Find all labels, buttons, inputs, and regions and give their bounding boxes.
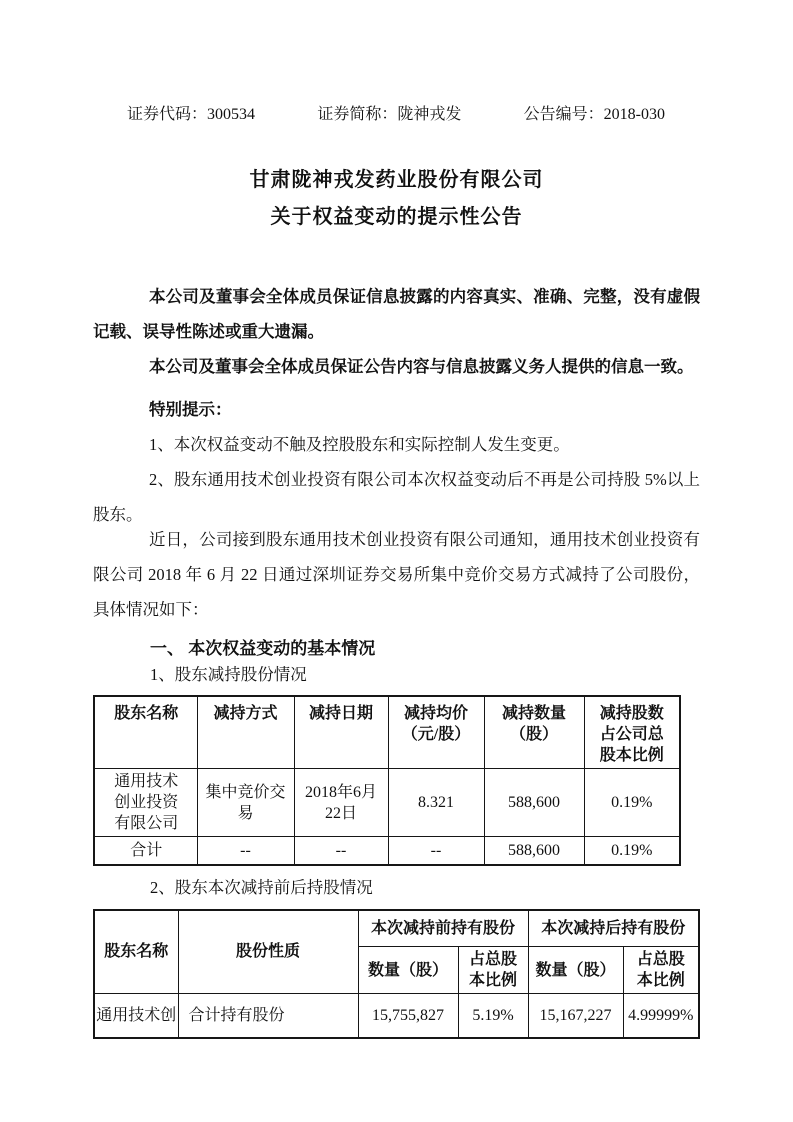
announcement-number: 公告编号：2018-030	[523, 106, 665, 123]
t2-header-before-group: 本次减持前持有股份	[358, 910, 528, 947]
t1-cell-method: 集中竞价交易	[197, 769, 294, 837]
t2-cell-qty-after: 15,167,227	[528, 994, 623, 1038]
t2-cell-nature: 合计持有股份	[178, 994, 358, 1038]
t2-cell-qty-before: 15,755,827	[358, 994, 458, 1038]
t2-subheader-pct-before: 占总股本比例	[458, 947, 528, 994]
t1-cell-ratio: 0.19%	[584, 769, 680, 837]
t2-subheader-qty-before: 数量（股）	[358, 947, 458, 994]
t1-cell-date: 2018年6月22日	[294, 769, 388, 837]
company-title: 甘肃陇神戎发药业股份有限公司	[249, 169, 544, 191]
meta-row	[93, 105, 700, 125]
t1-cell-shareholder: 通用技术创业投资有限公司	[94, 769, 197, 837]
declaration-consistency: 本公司及董事会全体成员保证公告内容与信息披露义务人提供的信息一致。	[149, 357, 694, 376]
t2-cell-pct-before: 5.19%	[458, 994, 528, 1038]
t2-header-nature: 股份性质	[178, 910, 358, 994]
t1-total-method: --	[197, 837, 294, 865]
page-content	[0, 105, 793, 1039]
t1-cell-quantity: 588,600	[484, 769, 584, 837]
reduction-table-total-row	[94, 837, 680, 865]
declaration-truthfulness: 本公司及董事会全体成员保证信息披露的内容真实、准确、完整，没有虚假记载、误导性陈述或重大遗漏。	[93, 287, 700, 341]
t1-total-avg-price: --	[388, 837, 484, 865]
t1-header-ratio: 减持股数占公司总股本比例	[584, 696, 680, 769]
special-note-block	[93, 392, 700, 532]
t2-cell-shareholder: 通用技术创	[94, 994, 178, 1038]
t1-header-shareholder: 股东名称	[94, 696, 197, 769]
holdings-table-group-header-row	[94, 910, 699, 947]
section-1-sub-2: 2、股东本次减持前后持股情况	[150, 877, 373, 897]
security-code: 证券代码：300534	[127, 106, 256, 123]
holdings-table-data-row	[94, 994, 699, 1038]
reduction-table-header-row	[94, 696, 680, 769]
section-1-sub-1: 1、股东减持股份情况	[150, 665, 307, 684]
t2-header-shareholder: 股东名称	[94, 910, 178, 994]
t2-subheader-qty-after: 数量（股）	[528, 947, 623, 994]
t2-subheader-pct-after: 占总股本比例	[623, 947, 699, 994]
t1-total-label: 合计	[94, 837, 197, 865]
reduction-table-data-row	[94, 769, 680, 837]
t1-header-avg-price: 减持均价（元/股）	[388, 696, 484, 769]
section-1-heading: 一、 本次权益变动的基本情况	[150, 639, 376, 658]
t1-total-quantity: 588,600	[484, 837, 584, 865]
security-name: 证券简称：陇神戎发	[317, 106, 462, 123]
t1-header-method: 减持方式	[197, 696, 294, 769]
announcement-title: 关于权益变动的提示性公告	[270, 206, 523, 228]
intro-paragraph: 近日，公司接到股东通用技术创业投资有限公司通知，通用技术创业投资有限公司 2018 年 6 月 22 日通过深圳证券交易所集中竞价交易方式减持了公司股份，具体情况如下：	[93, 530, 700, 619]
t1-header-quantity: 减持数量（股）	[484, 696, 584, 769]
special-note-heading: 特别提示：	[149, 400, 232, 419]
holdings-table	[93, 909, 700, 1039]
special-note-item-1: 1、本次权益变动不触及控股股东和实际控制人发生变更。	[149, 435, 570, 454]
t1-cell-avg-price: 8.321	[388, 769, 484, 837]
reduction-table	[93, 695, 681, 866]
t1-header-date: 减持日期	[294, 696, 388, 769]
declarations-block	[93, 279, 700, 384]
t1-total-date: --	[294, 837, 388, 865]
special-note-item-2: 2、股东通用技术创业投资有限公司本次权益变动后不再是公司持股 5%以上股东。	[93, 470, 700, 524]
t2-header-after-group: 本次减持后持有股份	[528, 910, 699, 947]
t1-total-ratio: 0.19%	[584, 837, 680, 865]
t2-cell-pct-after: 4.99999%	[623, 994, 699, 1038]
